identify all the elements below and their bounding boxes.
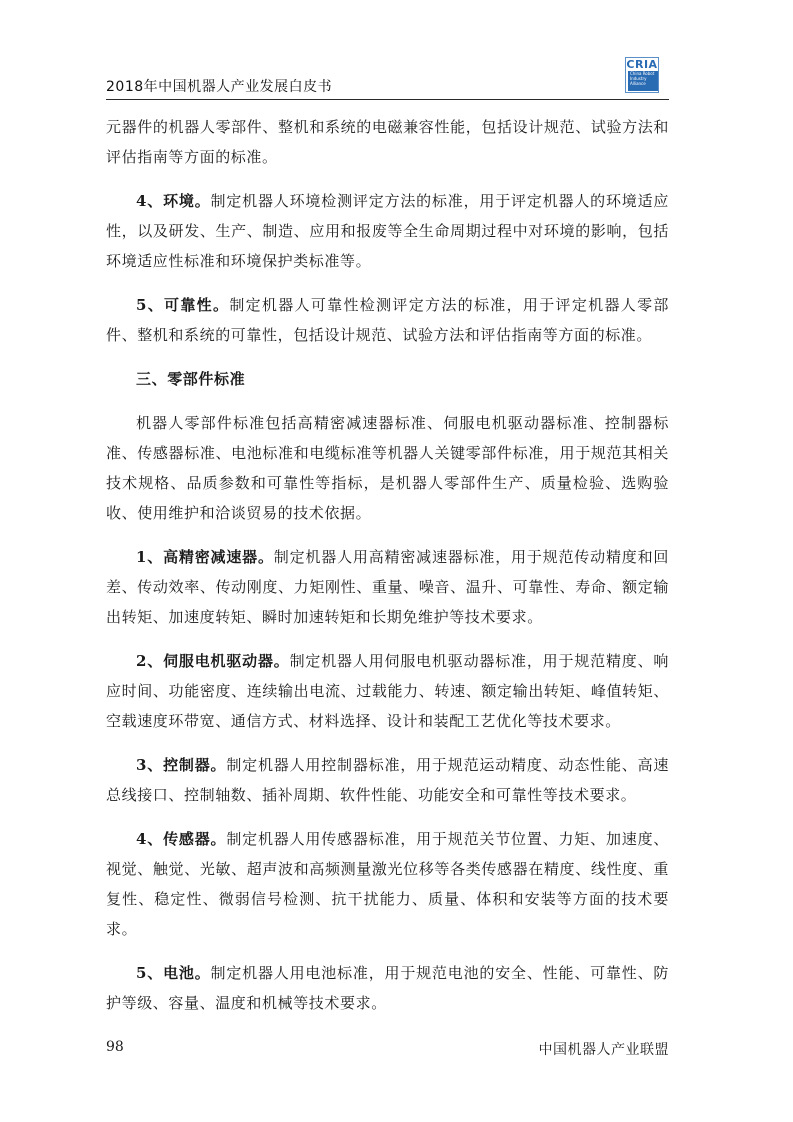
footer-organization: 中国机器人产业联盟 xyxy=(538,1042,669,1058)
text-reliability: 制定机器人可靠性检测评定方法的标准，用于评定机器人零部件、整机和系统的可靠性，包括设计规范、试验方法和评估指南等方面的标准。 xyxy=(106,296,669,344)
lead-environment: 4、环境。 xyxy=(136,192,211,210)
lead-battery: 5、电池。 xyxy=(136,964,211,982)
paragraph-sensor xyxy=(106,824,669,944)
document-title: 2018年中国机器人产业发展白皮书 xyxy=(106,79,333,95)
paragraph-battery xyxy=(106,958,669,1018)
page-number: 98 xyxy=(106,1039,124,1055)
lead-servo-driver: 2、伺服电机驱动器。 xyxy=(136,652,290,670)
paragraph-reliability xyxy=(106,290,669,350)
lead-reducer: 1、高精密减速器。 xyxy=(136,548,274,566)
lead-reliability: 5、可靠性。 xyxy=(136,296,230,314)
paragraph-components-intro: 机器人零部件标准包括高精密减速器标准、伺服电机驱动器标准、控制器标准、传感器标准、电池标准和电缆标准等机器人关键零部件标准，用于规范其相关技术规格、品质参数和可靠性等指标，是机器人零部件生产、质量检验、选购验收、使用维护和洽谈贸易的技术依据。 xyxy=(106,414,669,522)
section-heading: 三、零部件标准 xyxy=(136,370,246,388)
cria-logo xyxy=(625,57,659,93)
paragraph-reducer xyxy=(106,542,669,632)
paragraph-controller xyxy=(106,750,669,810)
paragraph-environment xyxy=(106,186,669,276)
text-environment: 制定机器人环境检测评定方法的标准，用于评定机器人的环境适应性，以及研发、生产、制造、应用和报废等全生命周期过程中对环境的影响，包括环境适应性标准和环境保护类标准等。 xyxy=(106,192,670,270)
lead-sensor: 4、传感器。 xyxy=(136,830,227,848)
paragraph-servo-driver xyxy=(106,646,669,736)
lead-controller: 3、控制器。 xyxy=(136,756,227,774)
page-body xyxy=(106,112,669,1018)
logo-mark: CRIA xyxy=(626,58,658,71)
text-reducer: 制定机器人用高精密减速器标准，用于规范传动精度和回差、传动效率、传动刚度、力矩刚性、重量、噪音、温升、可靠性、寿命、额定输出转矩、加速度转矩、瞬时加速转矩和长期免维护等技术要求。 xyxy=(106,548,669,626)
text-battery: 制定机器人用电池标准，用于规范电池的安全、性能、可靠性、防护等级、容量、温度和机械等技术要求。 xyxy=(106,964,670,1012)
text-sensor: 制定机器人用传感器标准，用于规范关节位置、力矩、加速度、视觉、触觉、光敏、超声波和高频测量激光位移等各类传感器在精度、线性度、重复性、稳定性、微弱信号检测、抗干扰能力、质量、体积和安装等方面的技术要求。 xyxy=(106,830,669,938)
text-controller: 制定机器人用控制器标准，用于规范运动精度、动态性能、高速总线接口、控制轴数、插补周期、软件性能、功能安全和可靠性等技术要求。 xyxy=(106,756,669,804)
logo-subtitle: China Robot Industry Alliance xyxy=(628,71,658,91)
paragraph-continuation: 元器件的机器人零部件、整机和系统的电磁兼容性能，包括设计规范、试验方法和评估指南等方面的标准。 xyxy=(106,118,669,166)
text-servo-driver: 制定机器人用伺服电机驱动器标准，用于规范精度、响应时间、功能密度、连续输出电流、过载能力、转速、额定输出转矩、峰值转矩、空载速度环带宽、通信方式、材料选择、设计和装配工艺优化等技术要求。 xyxy=(106,652,669,730)
header-divider xyxy=(106,99,669,100)
